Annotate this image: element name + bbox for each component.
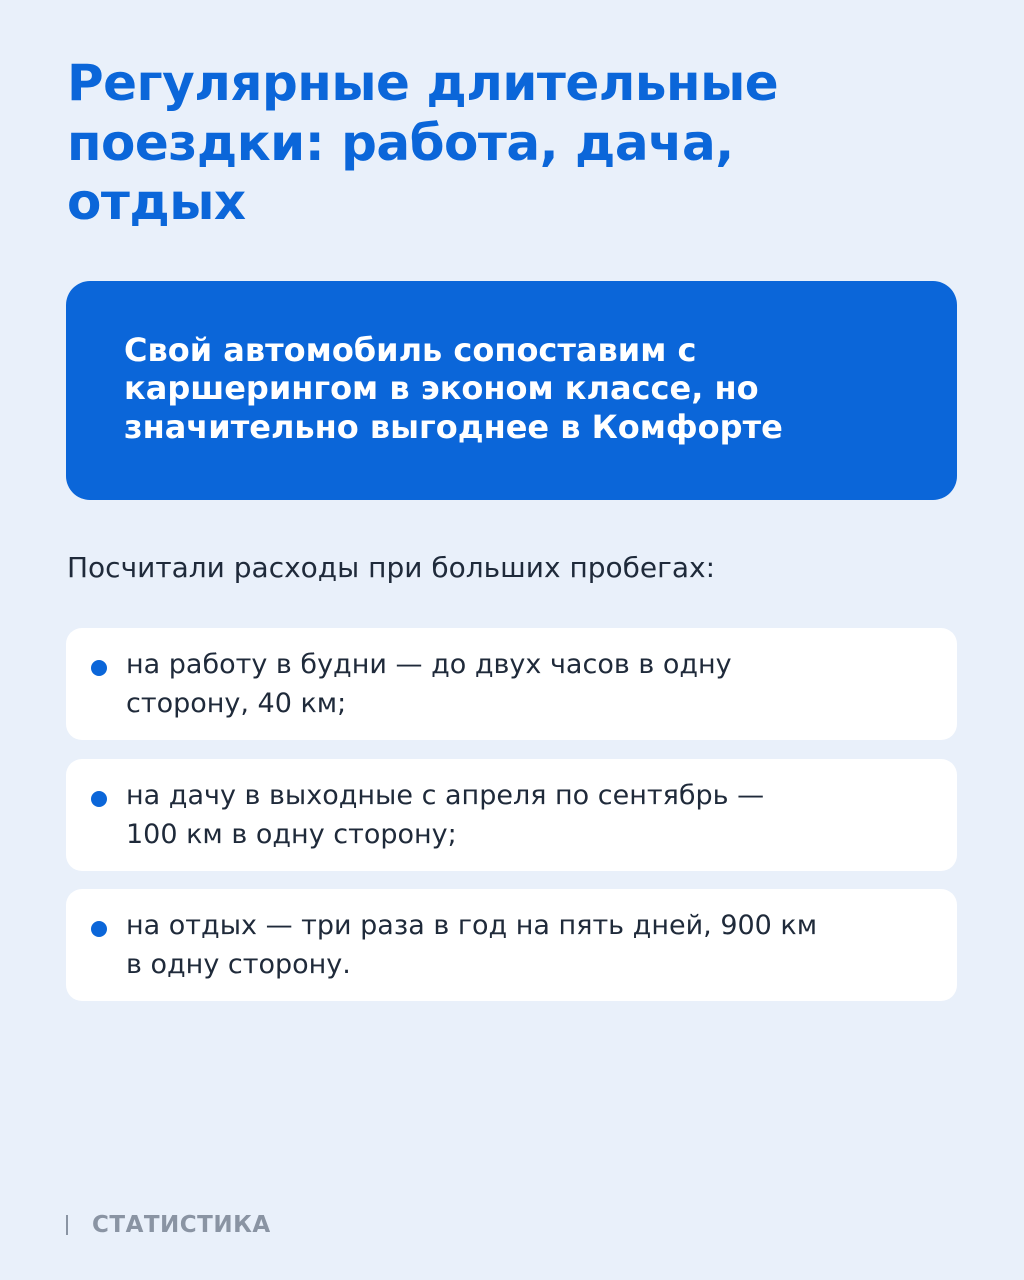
page-title (67, 54, 947, 233)
bullet-dot-icon (91, 791, 107, 807)
highlight-line: значительно выгоднее в Комфорте (124, 407, 783, 446)
list-item (66, 759, 957, 871)
list-item-line: сторону, 40 км; (126, 688, 347, 720)
intro-text: Посчитали расходы при больших пробегах: (67, 551, 716, 584)
title-line: отдых (67, 173, 246, 231)
title-line: Регулярные длительные (67, 54, 779, 112)
highlight-line: Свой автомобиль сопоставим с (124, 331, 697, 369)
list-item (66, 889, 957, 1001)
list-item-text (126, 645, 732, 723)
footer (66, 1209, 271, 1241)
list-item (66, 628, 957, 740)
footer-category-label: СТАТИСТИКА (92, 1212, 271, 1238)
highlight-text (124, 331, 917, 446)
footer-divider (66, 1215, 68, 1235)
list-item-line: на отдых — три раза в год на пять дней, 900 км (126, 910, 818, 941)
list-item-text (126, 776, 764, 854)
list-item-text (126, 906, 817, 984)
list-item-line: 100 км в одну сторону; (126, 819, 457, 851)
list-item-line: на дачу в выходные с апреля по сентябрь — (126, 780, 765, 811)
list-item-line: в одну сторону. (126, 949, 351, 981)
title-line: поездки: работа, дача, (67, 113, 734, 172)
bullet-dot-icon (91, 660, 107, 676)
highlight-line: каршерингом в эконом классе, но (124, 369, 759, 408)
bullet-dot-icon (91, 921, 107, 937)
list-item-line: на работу в будни — до двух часов в одну (126, 649, 732, 680)
highlight-card (66, 281, 957, 500)
